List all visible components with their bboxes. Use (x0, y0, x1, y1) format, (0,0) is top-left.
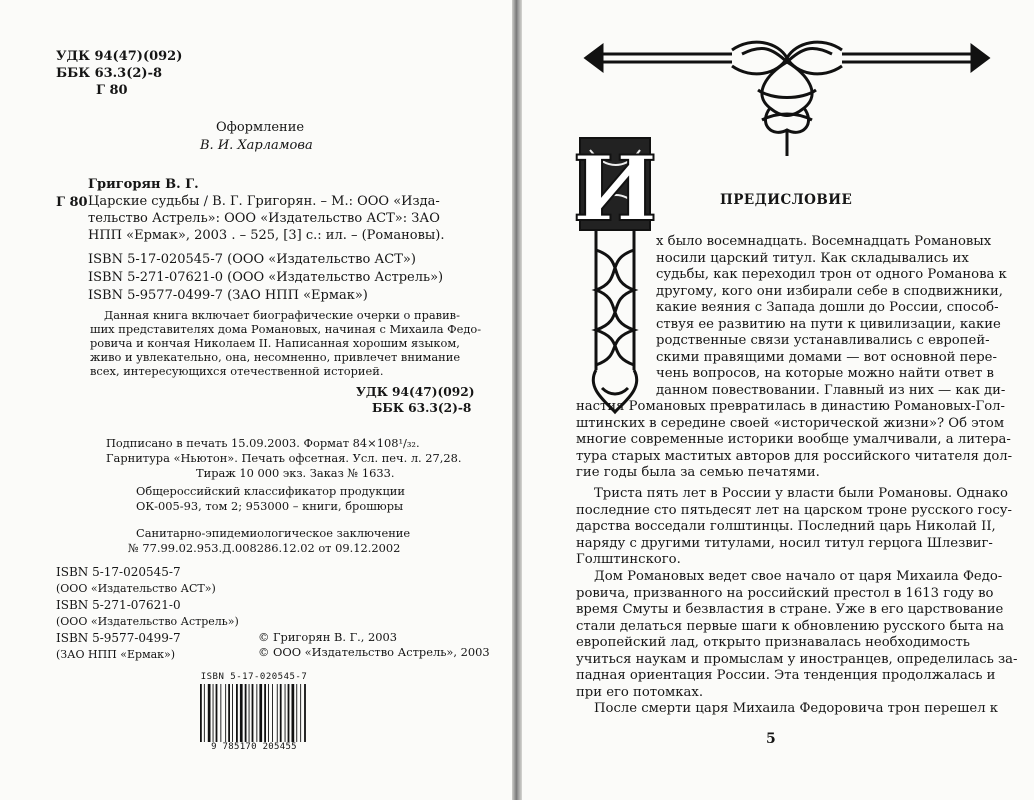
text-line: Триста пять лет в России у власти были Романовы. Однако (594, 486, 1008, 501)
annotation-line: Данная книга включает биографические очерки о правив- (104, 308, 460, 322)
udk-code: УДК 94(47)(092) (56, 49, 183, 64)
text-line: другому, кого они избирали себе в сподвижники, (656, 283, 1004, 299)
text-line: данном повествовании. Главный из них — как ди- (656, 382, 1006, 398)
text-line: родственные связи устанавливались с европей- (656, 333, 990, 348)
annotation-line: всех, интересующихся отечественной историей. (90, 364, 384, 378)
annotation-line: ших представителях дома Романовых, начиная с Михаила Федо- (90, 322, 482, 336)
paragraph-4 (576, 701, 999, 718)
author-heading: Григорян В. Г. (88, 177, 199, 192)
section-title: ПРЕДИСЛОВИЕ (720, 192, 853, 208)
sanitary-conclusion (128, 526, 410, 556)
text-line: штинских в середине своей «исторической жизни»? Об этом (576, 415, 1005, 431)
right-page (522, 0, 1034, 800)
left-page (0, 0, 512, 800)
text-line: ровича, призванного на российский престол в 1613 году во (576, 585, 994, 601)
page-number: 5 (766, 731, 776, 747)
text-line: наряду с другими титулами, носил титул герцога Шлезвиг- (576, 535, 993, 551)
isbn-block-line: ISBN 5-17-020545-7 (56, 565, 181, 579)
book-spine (512, 0, 522, 800)
text-line: судьбы, как переходил трон от одного Романова к (656, 267, 1007, 282)
isbn-block-line: ISBN 5-9577-0499-7 (56, 631, 181, 645)
text-line: учиться наукам и промыслам у иностранцев, определилась за- (576, 651, 1018, 667)
isbn-block-line: (ООО «Издательство АСТ») (56, 581, 216, 595)
copyright-line: © Григорян В. Г., 2003 (258, 630, 397, 644)
isbn-block-line: ISBN 5-271-07621-0 (56, 598, 181, 612)
sanitary-line: № 77.99.02.953.Д.008286.12.02 от 09.12.2002 (128, 541, 401, 555)
text-line: многие современные историки вообще умалчивали, а литера- (576, 432, 1011, 447)
bibliographic-description (88, 193, 444, 244)
print-info (106, 436, 462, 481)
annotation-line: ровича и кончая Николаем II. Написанная хорошим языком, (90, 336, 460, 350)
bbk-code: ББК 63.3(2)-8 (56, 66, 163, 81)
text-line: падная ориентация России. Эта тенденция продолжалась и (576, 668, 996, 683)
biblio-line: НПП «Ермак», 2003 . – 525, [3] с.: ил. – (Романовы). (88, 228, 445, 243)
udk-repeat: УДК 94(47)(092) (356, 385, 475, 399)
text-line: чень вопросов, на которые можно найти ответ в (656, 366, 994, 381)
text-line: последние сто пятьдесят лет на царском троне русского госу- (576, 502, 1012, 518)
paragraph-2 (576, 486, 1012, 569)
product-classifier (136, 484, 405, 514)
barcode-isbn: ISBN 5-17-020545-7 (200, 672, 308, 682)
text-line: время Смуты и безвластия в стране. Уже в его царствование (576, 602, 1004, 617)
text-line: европейский лад, открыто признавалась необходимость (576, 635, 970, 650)
text-line: После смерти царя Михаила Федоровича трон перешел к (594, 701, 999, 716)
design-label: Оформление (216, 120, 305, 135)
text-line: тура старых маститых авторов для российского читателя дол- (576, 448, 1013, 464)
text-line: дарства восседали голштинцы. Последний царь Николай II, (576, 519, 996, 534)
isbn-block-line: (ООО «Издательство Астрель») (56, 614, 239, 628)
print-line: Подписано в печать 15.09.2003. Формат 84×108¹/₃₂. (106, 436, 420, 450)
text-line: стали делаться первые шаги к обновлению русского быта на (576, 618, 1004, 634)
annotation-line: живо и увлекательно, она, несомненно, привлечет внимание (90, 350, 461, 364)
text-line: ствуя ее развитию на пути к цивилизации, какие (656, 316, 1001, 332)
isbn-line: ISBN 5-271-07621-0 (ООО «Издательство Астрель») (88, 270, 444, 285)
annotation (90, 308, 481, 378)
text-line: настия Романовых превратилась в династию Романовых-Гол- (576, 399, 1005, 414)
dropcap-letter: И (572, 136, 658, 242)
text-line: х было восемнадцать. Восемнадцать Романовых (656, 234, 992, 249)
text-line: при его потомках. (576, 684, 704, 700)
sanitary-line: Санитарно-эпидемиологическое заключение (136, 526, 411, 540)
isbn-line: ISBN 5-9577-0499-7 (ЗАО НПП «Ермак») (88, 288, 368, 303)
barcode (198, 672, 310, 760)
isbn-block (56, 564, 239, 663)
text-line: какие веяния с Запада дошли до России, способ- (656, 300, 999, 315)
paragraph-3 (576, 569, 1018, 701)
text-line: носили царский титул. Как складывались их (656, 250, 969, 266)
dropcap-ornament (566, 130, 670, 416)
barcode-bars (198, 684, 310, 746)
biblio-line: тельство Астрель»: ООО «Издательство АСТ»: ЗАО (88, 211, 440, 226)
isbn-block-line: (ЗАО НПП «Ермак») (56, 647, 176, 661)
biblio-line: Царские судьбы / В. Г. Григорян. – М.: ООО «Изда- (88, 194, 440, 209)
index-code: Г 80 (96, 83, 128, 98)
classifier-line: ОК-005-93, том 2; 953000 – книги, брошюры (136, 499, 404, 513)
paragraph-1-indented (656, 234, 1007, 399)
isbn-line: ISBN 5-17-020545-7 (ООО «Издательство АСТ») (88, 252, 416, 267)
copyright-line: © ООО «Издательство Астрель», 2003 (258, 645, 490, 659)
barcode-digits: 9 785170 205455 (211, 742, 297, 752)
text-line: гие годы была за семью печатями. (576, 465, 820, 480)
bbk-repeat: ББК 63.3(2)-8 (372, 401, 472, 415)
print-line: Тираж 10 000 экз. Заказ № 1633. (196, 466, 395, 480)
text-line: Голштинского. (576, 552, 681, 567)
isbn-list (88, 251, 443, 305)
print-line: Гарнитура «Ньютон». Печать офсетная. Усл. печ. л. 27,28. (106, 451, 462, 465)
paragraph-1-continued (576, 399, 1013, 482)
copyright (258, 630, 490, 660)
classifier-line: Общероссийский классификатор продукции (136, 484, 405, 498)
text-line: Дом Романовых ведет свое начало от царя Михаила Федо- (594, 569, 1003, 584)
catalog-code: Г 80 (56, 195, 88, 210)
designer-name: В. И. Харламова (200, 138, 313, 153)
text-line: скими правящими домами — вот основной пере- (656, 349, 997, 365)
